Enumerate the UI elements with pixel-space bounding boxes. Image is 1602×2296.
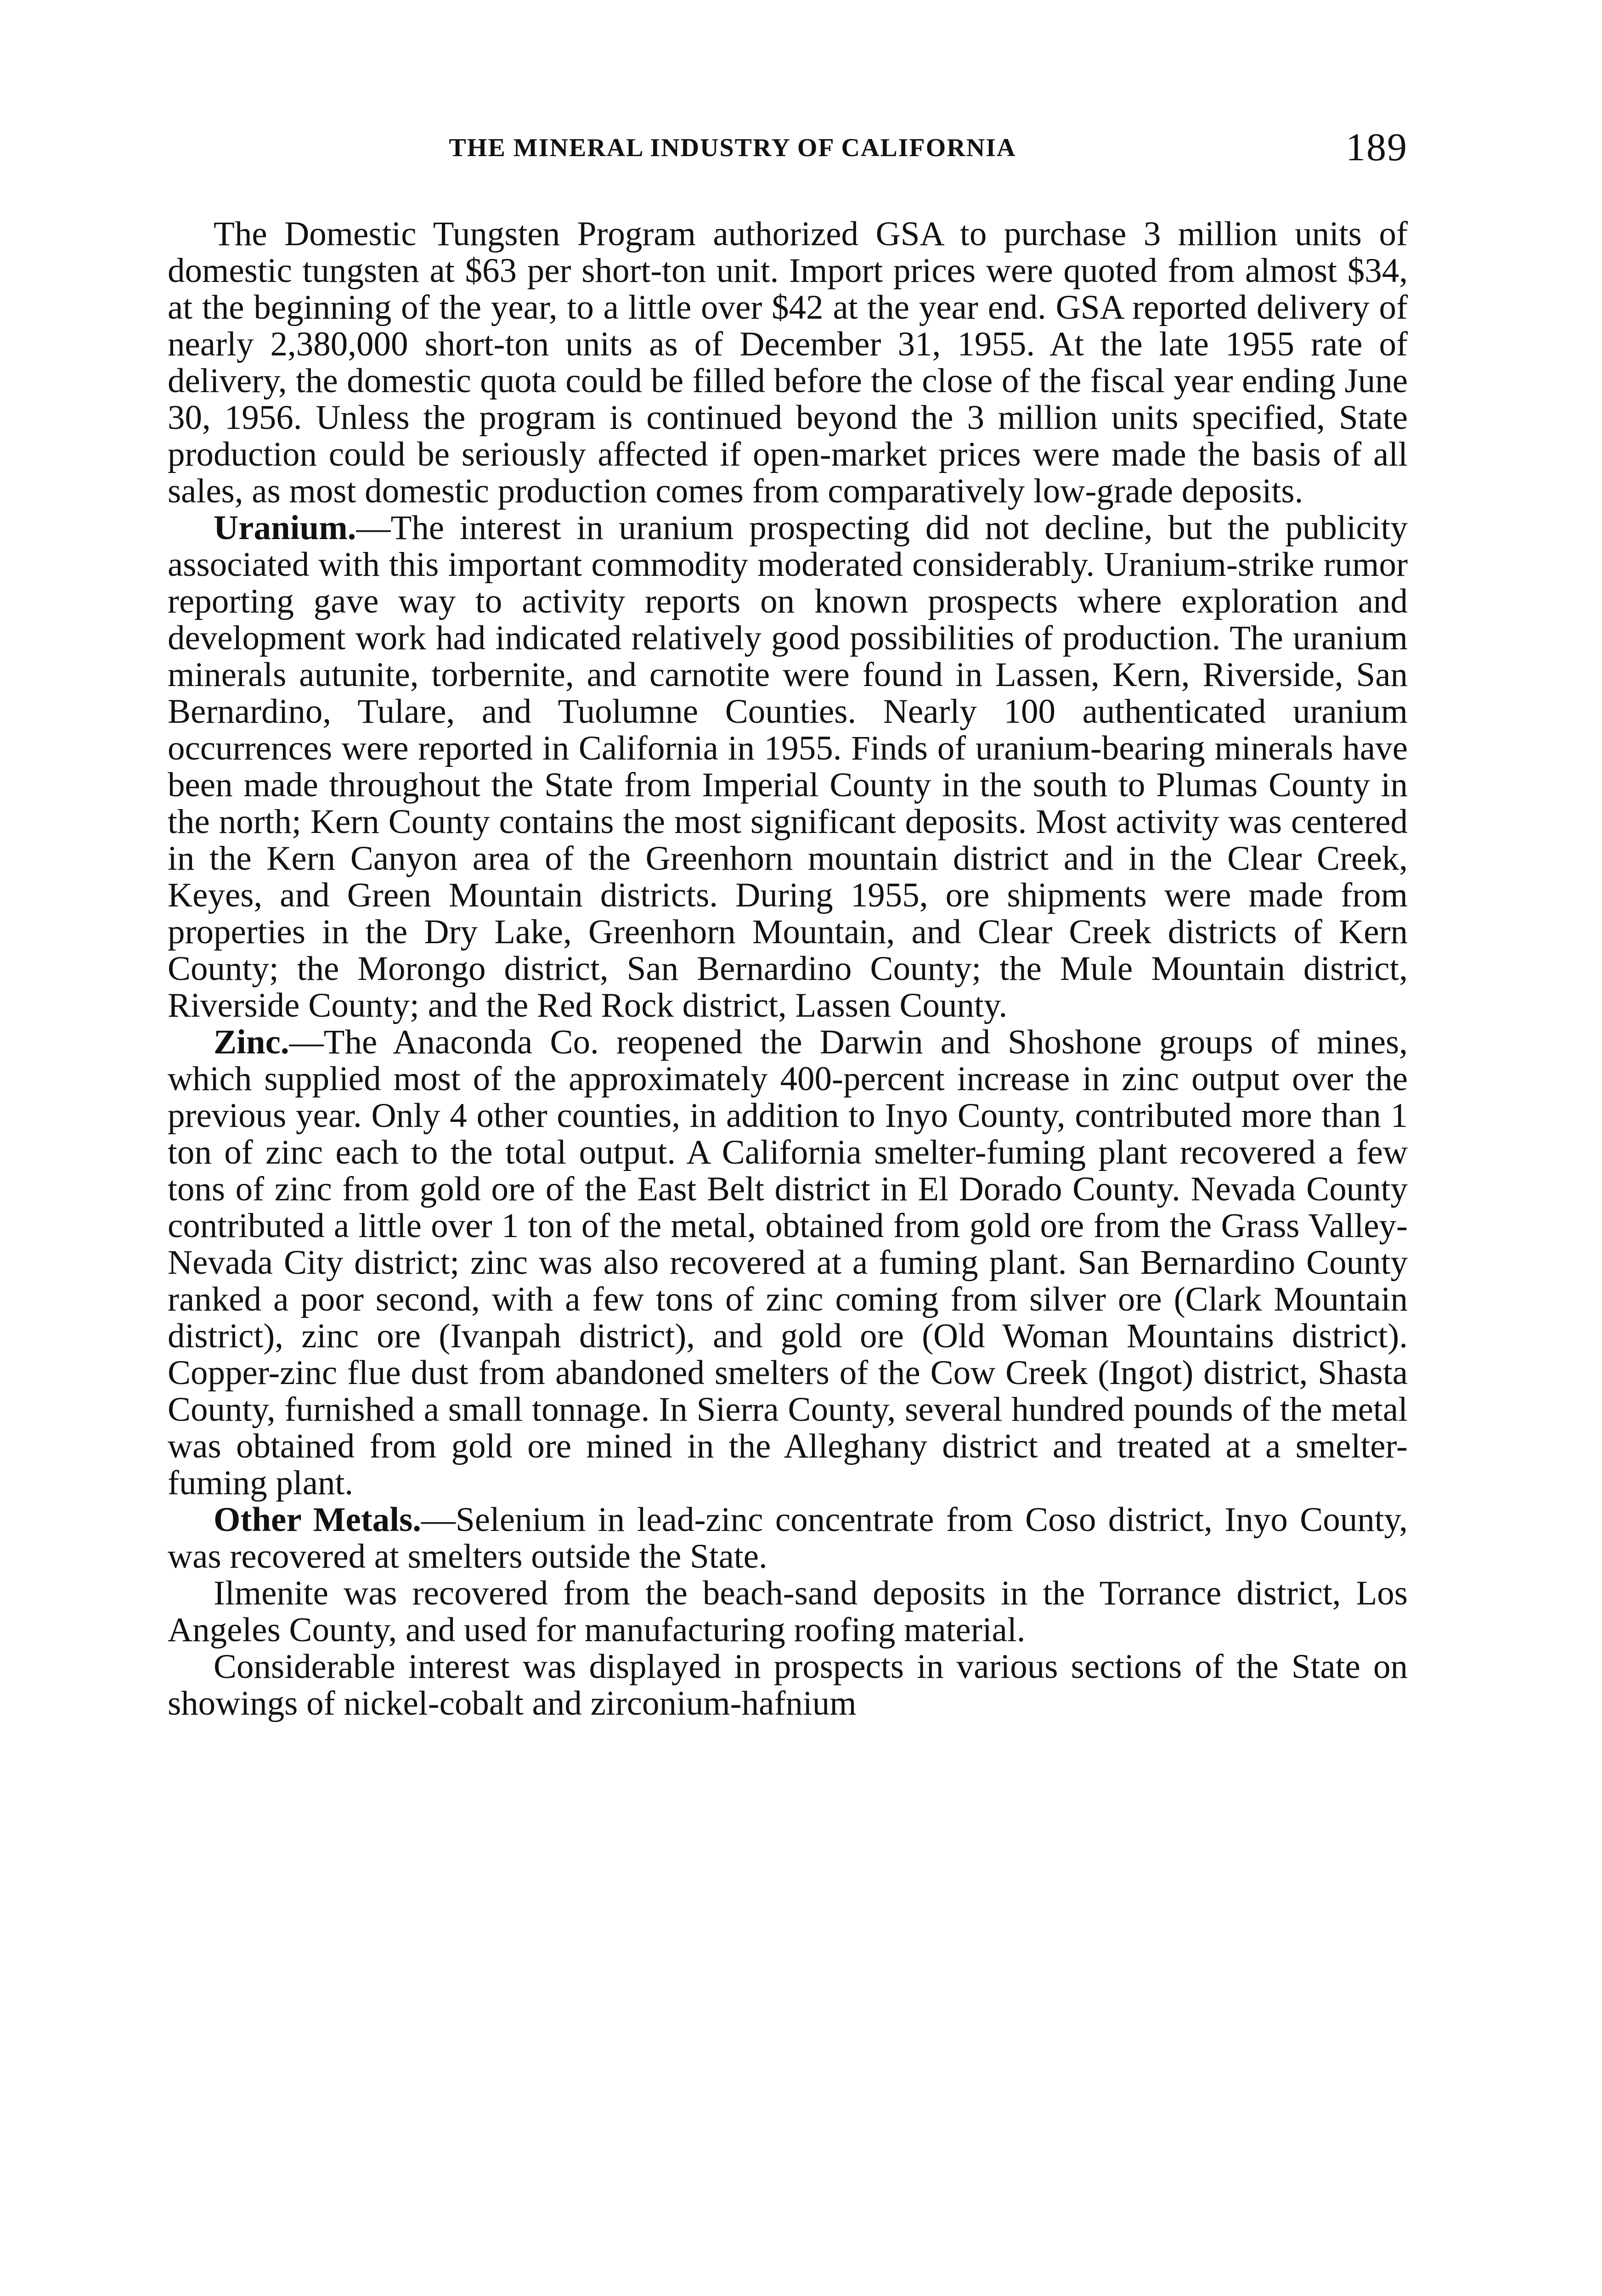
paragraph-zinc <box>168 1024 1408 1502</box>
paragraph-ilmenite <box>168 1575 1408 1649</box>
paragraph-other-metals <box>168 1502 1408 1575</box>
paragraph-text: Ilmenite was recovered from the beach-sand deposits in the Torrance district, Los Angeles County, and used for manufacturing roofing material. <box>168 1574 1408 1649</box>
running-header <box>168 124 1408 179</box>
paragraph-text: —The Anaconda Co. reopened the Darwin and Shoshone groups of mines, which supplied most of the approximately 400-percent increase in zinc output over the previous year. Only 4 other counties, in addition to Inyo County, contributed more than 1 ton of zinc each to the total output. A California smelter-fuming plant recovered a few tons of zinc from gold ore of the East Belt district in El Dorado County. Nevada County contributed a little over 1 ton of the metal, obtained from gold ore from the Grass Valley-Nevada City district; zinc was also recovered at a fuming plant. San Bernardino County ranked a poor second, with a few tons of zinc coming from silver ore (Clark Mountain district), zinc ore (Ivanpah district), and gold ore (Old Woman Mountains district). Copper-zinc flue dust from abandoned smelters of the Cow Creek (Ingot) district, Shasta County, furnished a small tonnage. In Sierra County, several hundred pounds of the metal was obtained from gold ore mined in the Alleghany district and treated at a smelter-fuming plant. <box>168 1023 1408 1502</box>
paragraph-nickel-cobalt <box>168 1649 1408 1722</box>
section-heading-uranium: Uranium. <box>214 509 356 547</box>
paragraph-tungsten-program <box>168 216 1408 510</box>
paragraph-text: Considerable interest was displayed in prospects in various sections of the State on showings of nickel-cobalt and zirconium-hafnium <box>168 1648 1408 1722</box>
body-text <box>168 216 1408 1722</box>
paragraph-text: The Domestic Tungsten Program authorized GSA to purchase 3 million units of domestic tungsten at $63 per short-ton unit. Import prices were quoted from almost $34, at the beginning of the year, to a little over $42 at the year end. GSA reported delivery of nearly 2,380,000 short-ton units as of December 31, 1955. At the late 1955 rate of delivery, the domestic quota could be filled before the close of the fiscal year ending June 30, 1956. Unless the program is continued beyond the 3 million units specified, State production could be seriously affected if open-market prices were made the basis of all sales, as most domestic production comes from comparatively low-grade deposits. <box>168 215 1408 510</box>
page-number: 189 <box>1346 125 1408 169</box>
paragraph-uranium <box>168 510 1408 1024</box>
running-title: THE MINERAL INDUSTRY OF CALIFORNIA <box>449 134 1016 162</box>
section-heading-zinc: Zinc. <box>214 1023 289 1061</box>
paragraph-text: —The interest in uranium prospecting did not decline, but the publicity associated with this important commodity moderated considerably. Uranium-strike rumor reporting gave way to activity reports on known prospects where exploration and development work had indicated relatively good possibilities of production. The uranium minerals autunite, torbernite, and carnotite were found in Lassen, Kern, Riverside, San Bernardino, Tulare, and Tuolumne Counties. Nearly 100 authenticated uranium occurrences were reported in California in 1955. Finds of uranium-bearing minerals have been made throughout the State from Imperial County in the south to Plumas County in the north; Kern County contains the most significant deposits. Most activity was centered in the Kern Canyon area of the Greenhorn mountain district and in the Clear Creek, Keyes, and Green Mountain districts. During 1955, ore shipments were made from properties in the Dry Lake, Greenhorn Mountain, and Clear Creek districts of Kern County; the Morongo district, San Bernardino County; the Mule Mountain district, Riverside County; and the Red Rock district, Lassen County. <box>168 509 1408 1024</box>
document-page <box>168 124 1408 2282</box>
section-heading-other-metals: Other Metals. <box>214 1501 422 1539</box>
paragraph-text: —Selenium in lead-zinc concentrate from Coso district, Inyo County, was recovered at smelters outside the State. <box>168 1501 1408 1576</box>
